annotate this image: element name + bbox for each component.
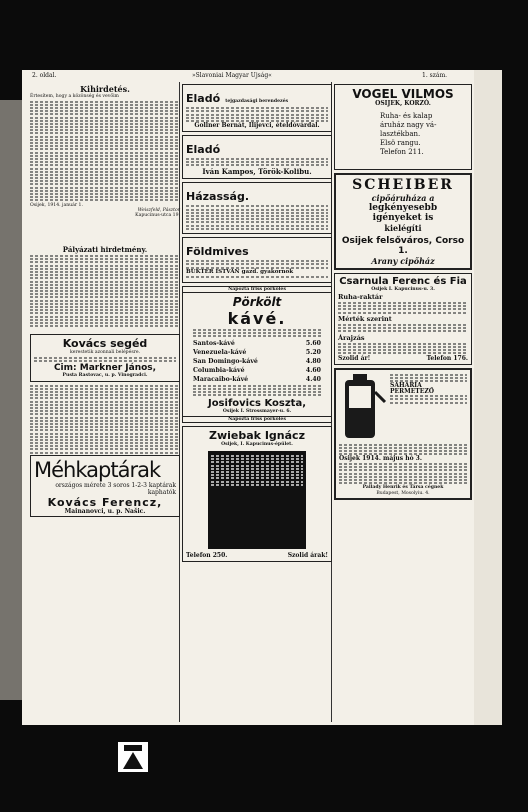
zwiebak-name: Zwiebak Ignácz <box>209 429 305 443</box>
zwiebak-prices: Szolid árak! <box>287 551 328 559</box>
elado-ad-2 <box>182 135 332 180</box>
kave-ad <box>182 286 332 424</box>
price-value: 5.20 <box>305 348 321 356</box>
foldmives-heading: Földmives <box>186 244 249 258</box>
sahara-date: Osijek 1914. május hó 3. <box>339 455 422 463</box>
mehkaptar-ad <box>30 455 180 517</box>
arany-name: Arany cipőház <box>371 256 435 267</box>
josifovics-address: Osijek I. Strossmayer-u. 6. <box>222 408 292 414</box>
szolid-label: Szolid ár! <box>338 355 371 363</box>
price-value: 5.60 <box>305 339 321 347</box>
elado-text: tejgazdasági berendezés <box>225 99 289 104</box>
csarnula-name: Csarnula Ferenc és Fia <box>339 276 467 288</box>
kovacs-ferencz-address: Mainanovci, u. p. Našic. <box>64 507 146 515</box>
page-margin <box>474 70 502 725</box>
hazassag-heading: Házasság. <box>186 190 250 204</box>
column-right <box>334 84 472 503</box>
paper-title: »Slavoniai Magyar Ujság« <box>192 72 272 79</box>
column-middle <box>182 84 332 565</box>
zwiebak-ad <box>182 426 332 561</box>
arajzas-label: Árajzás <box>338 333 365 342</box>
notice-name: Weiszfeld, Pásztor <box>137 208 180 213</box>
archive-logo <box>118 742 148 772</box>
column-left <box>30 84 180 520</box>
archive-logo-icon <box>118 742 148 772</box>
price-value: 4.80 <box>305 357 321 365</box>
vogel-line: áruház nagy vá- <box>380 121 437 130</box>
notice-lead: Értesítem, hogy a közönség és vevőim <box>30 94 119 99</box>
vogel-address: OSIJEK, KORZÓ. <box>375 100 431 107</box>
kovacs-subtitle: kerestetik azonnali belépésre. <box>69 350 141 356</box>
vogel-lines <box>338 112 468 157</box>
kovacs-title: Kovács segéd <box>62 337 148 351</box>
vogel-ad <box>334 84 472 170</box>
cim-address: Pusta Rastovac, u. p. Vinogradci. <box>62 373 148 379</box>
ruha-label: Ruha-raktár <box>338 292 383 301</box>
elado-heading-2: Eladó <box>186 142 221 156</box>
price-label: Columbia-kávé <box>193 366 245 374</box>
scheiber-name: SCHEIBER <box>352 177 454 194</box>
csarnula-phone: Telefon 176. <box>426 355 468 363</box>
contest-body <box>30 255 180 327</box>
contest-title: Pályázati hirdetmény. <box>62 244 148 254</box>
vogel-line: lasztékban. <box>380 130 421 139</box>
small-ads <box>30 385 180 454</box>
vogel-line: Telefon 211. <box>380 148 424 157</box>
notice-address: Kapucinus-utca 19. <box>135 213 180 219</box>
adjacent-page-edge <box>0 100 22 700</box>
zwiebak-phone: Telefon 250. <box>186 551 228 559</box>
page-number: 2. oldal. <box>32 72 57 79</box>
notice-sign: Osijek, 1914. január 1. <box>30 202 83 208</box>
price-label: Maracaibo-kávé <box>193 375 249 383</box>
sahara-name: SAHARIA PERMETEZŐ <box>390 382 434 395</box>
gollner-line: Gollner Bernát, Ilijevci, ételdóvárdal. <box>194 122 320 130</box>
reutlingen-address: Budapest, Mosolyiu. 4. <box>376 490 430 496</box>
ivan-line: Iván Kampos, Török-Kolibu. <box>202 167 312 177</box>
notice-body <box>30 101 180 202</box>
kovacs-ad <box>30 334 180 381</box>
csarnula-ad <box>334 273 472 365</box>
bukter-line: BUKTER ISTVÁN gazd. gyakornok <box>186 268 294 275</box>
mehkaptar-title: Méhkaptárak <box>34 457 161 482</box>
scheiber-line-4: kielégíti <box>384 223 422 234</box>
zwiebak-address: Osijek, I. Kapucinus-épület. <box>221 442 293 448</box>
reutlingen-name: Pallady Henrik és Társa cégnek <box>362 485 444 491</box>
kovacs-ferencz: Kovács Ferencz, <box>47 495 163 509</box>
cim-line: Cim: Markner János, <box>53 363 157 374</box>
mertek-label: Mérték szerint <box>338 314 392 323</box>
porkolt-label: Pörkölt <box>232 294 282 309</box>
zwiebak-inverse-box <box>208 451 306 549</box>
elado-ad-1 <box>182 84 332 132</box>
foldmives-ad <box>182 237 332 283</box>
sprayer-illustration <box>339 372 387 442</box>
napozta-top: Napozta friss pörkölés <box>183 287 331 293</box>
vogel-line: Elsö rangu. <box>380 139 421 148</box>
csarnula-address: Osijek I. Kapucinus-u. 3. <box>371 287 435 293</box>
scheiber-line-1: cipőáruháza a <box>371 193 435 204</box>
newspaper-page <box>22 70 474 725</box>
price-label: Santos-kávé <box>193 339 235 347</box>
scheiber-address: Osijek felsőváros, Corso 1. <box>341 236 465 257</box>
hazassag-ad <box>182 182 332 234</box>
scheiber-line-2: legkényesebb <box>368 203 438 214</box>
vogel-name: VOGEL VILMOS <box>352 87 454 101</box>
vogel-line: Ruha- és kalap <box>380 112 433 121</box>
price-list <box>193 339 321 384</box>
kave-label: kávé. <box>227 308 287 328</box>
price-value: 4.60 <box>305 366 321 374</box>
price-value: 4.40 <box>305 375 321 383</box>
sahara-ad <box>334 368 472 500</box>
scheiber-ad <box>334 173 472 270</box>
elado-heading: Eladó <box>186 92 221 105</box>
notice-title: Kihirdetés. <box>80 84 130 94</box>
josifovics-name: Josifovics Koszta, <box>207 397 307 409</box>
price-label: Venezuela-kávé <box>193 348 247 356</box>
mehkaptar-subtitle: országos mérete 3 soros 1-2-3 kaptárak kaphatók <box>55 481 176 496</box>
issue-number: 1. szám. <box>422 72 448 79</box>
price-label: San Domingo-kávé <box>193 357 258 365</box>
scheiber-line-3: igényeket is <box>372 213 434 224</box>
napozta-bottom: Napozta friss pörkölés <box>183 416 331 422</box>
